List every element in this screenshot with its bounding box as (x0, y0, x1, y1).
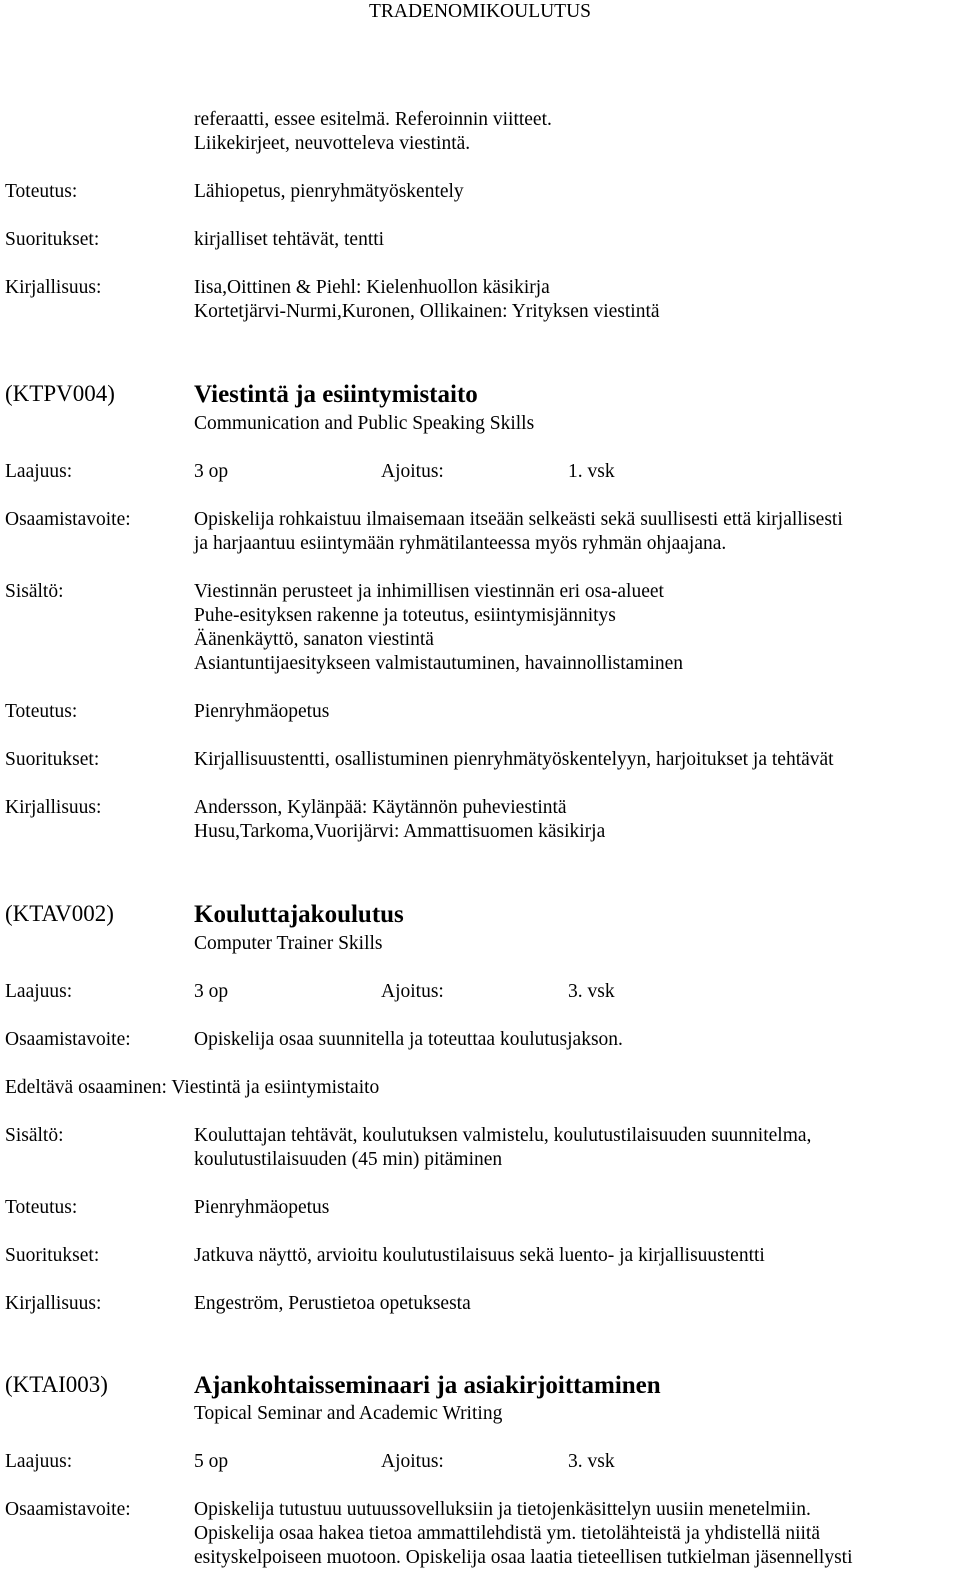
sisalto-line: Äänenkäyttö, sanaton viestintä (194, 629, 434, 650)
ajoitus-label: Ajoitus: (381, 1451, 444, 1472)
osaamistavoite-line: Opiskelija osaa suunnitella ja toteuttaa koulutusjakson. (194, 1029, 623, 1050)
kirjallisuus-line: Andersson, Kylänpää: Käytännön puheviestintä (194, 797, 567, 818)
course-title: Ajankohtaisseminaari ja asiakirjoittaminen (194, 1372, 661, 1399)
kirjallisuus-label: Kirjallisuus: (5, 1293, 102, 1314)
sisalto-line: koulutustilaisuuden (45 min) pitäminen (194, 1149, 503, 1170)
osaamistavoite-line: ja harjaantuu esiintymään ryhmätilanteessa myös ryhmän ohjaajana. (194, 533, 727, 554)
intro-suoritukset: kirjalliset tehtävät, tentti (194, 229, 385, 250)
ajoitus-value: 3. vsk (568, 1451, 615, 1472)
ajoitus-label: Ajoitus: (381, 461, 444, 482)
page-header: TRADENOMIKOULUTUS (368, 1, 592, 22)
sisalto-label: Sisältö: (5, 581, 64, 602)
suoritukset-label: Suoritukset: (5, 749, 100, 770)
intro-kirjallisuus-1: Iisa,Oittinen & Piehl: Kielenhuollon käsikirja (194, 277, 550, 298)
suoritukset-value: Jatkuva näyttö, arvioitu koulutustilaisuus sekä luento- ja kirjallisuustentti (194, 1245, 765, 1266)
laajuus-label: Laajuus: (5, 1451, 73, 1472)
osaamistavoite-label: Osaamistavoite: (5, 1029, 131, 1050)
sisalto-line: Asiantuntijaesitykseen valmistautuminen, havainnollistaminen (194, 653, 684, 674)
laajuus-label: Laajuus: (5, 461, 73, 482)
intro-line-2: Liikekirjeet, neuvotteleva viestintä. (194, 133, 471, 154)
laajuus-value: 3 op (194, 461, 229, 482)
sisalto-line: Viestinnän perusteet ja inhimillisen viestinnän eri osa-alueet (194, 581, 664, 602)
intro-suoritukset-label: Suoritukset: (5, 229, 100, 250)
sisalto-line: Kouluttajan tehtävät, koulutuksen valmistelu, koulutustilaisuuden suunnitelma, (194, 1125, 812, 1146)
course-code: (KTAV002) (5, 901, 114, 926)
osaamistavoite-line: Opiskelija rohkaistuu ilmaisemaan itseään selkeästi sekä suullisesti että kirjallisesti (194, 509, 843, 530)
osaamistavoite-line: Opiskelija tutustuu uutuussovelluksiin ja tietojenkäsittelyn uusiin menetelmiin. (194, 1499, 811, 1520)
laajuus-value: 5 op (194, 1451, 229, 1472)
ajoitus-value: 3. vsk (568, 981, 615, 1002)
laajuus-label: Laajuus: (5, 981, 73, 1002)
intro-kirjallisuus-label: Kirjallisuus: (5, 277, 102, 298)
osaamistavoite-line: Opiskelija osaa hakea tietoa ammattilehdistä ym. tietolähteistä ja yhdistellä niitä (194, 1523, 820, 1544)
laajuus-value: 3 op (194, 981, 229, 1002)
intro-toteutus-label: Toteutus: (5, 181, 78, 202)
course-subtitle: Communication and Public Speaking Skills (194, 413, 535, 434)
kirjallisuus-line: Husu,Tarkoma,Vuorijärvi: Ammattisuomen käsikirja (194, 821, 606, 842)
suoritukset-value: Kirjallisuustentti, osallistuminen pienryhmätyöskentelyyn, harjoitukset ja tehtävät (194, 749, 834, 770)
sisalto-line: Puhe-esityksen rakenne ja toteutus, esiintymisjännitys (194, 605, 616, 626)
toteutus-value: Pienryhmäopetus (194, 701, 330, 722)
course-code: (KTPV004) (5, 381, 115, 406)
course-subtitle: Computer Trainer Skills (194, 933, 383, 954)
ajoitus-label: Ajoitus: (381, 981, 444, 1002)
sisalto-label: Sisältö: (5, 1125, 64, 1146)
toteutus-label: Toteutus: (5, 701, 78, 722)
intro-line-1: referaatti, essee esitelmä. Referoinnin viitteet. (194, 109, 552, 130)
course-code: (KTAI003) (5, 1372, 108, 1397)
osaamistavoite-label: Osaamistavoite: (5, 1499, 131, 1520)
toteutus-label: Toteutus: (5, 1197, 78, 1218)
course-title: Kouluttajakoulutus (194, 901, 404, 928)
osaamistavoite-line: esityskelpoiseen muotoon. Opiskelija osaa laatia tieteellisen tutkielman jäsennellysti (194, 1547, 853, 1568)
suoritukset-label: Suoritukset: (5, 1245, 100, 1266)
ajoitus-value: 1. vsk (568, 461, 615, 482)
toteutus-value: Pienryhmäopetus (194, 1197, 330, 1218)
kirjallisuus-label: Kirjallisuus: (5, 797, 102, 818)
edeltava-osaaminen: Edeltävä osaaminen: Viestintä ja esiintymistaito (5, 1077, 380, 1098)
intro-toteutus: Lähiopetus, pienryhmätyöskentely (194, 181, 464, 202)
kirjallisuus-line: Engeström, Perustietoa opetuksesta (194, 1293, 471, 1314)
intro-kirjallisuus-2: Kortetjärvi-Nurmi,Kuronen, Ollikainen: Yrityksen viestintä (194, 301, 660, 322)
course-title: Viestintä ja esiintymistaito (194, 381, 478, 408)
osaamistavoite-label: Osaamistavoite: (5, 509, 131, 530)
course-subtitle: Topical Seminar and Academic Writing (194, 1403, 503, 1424)
